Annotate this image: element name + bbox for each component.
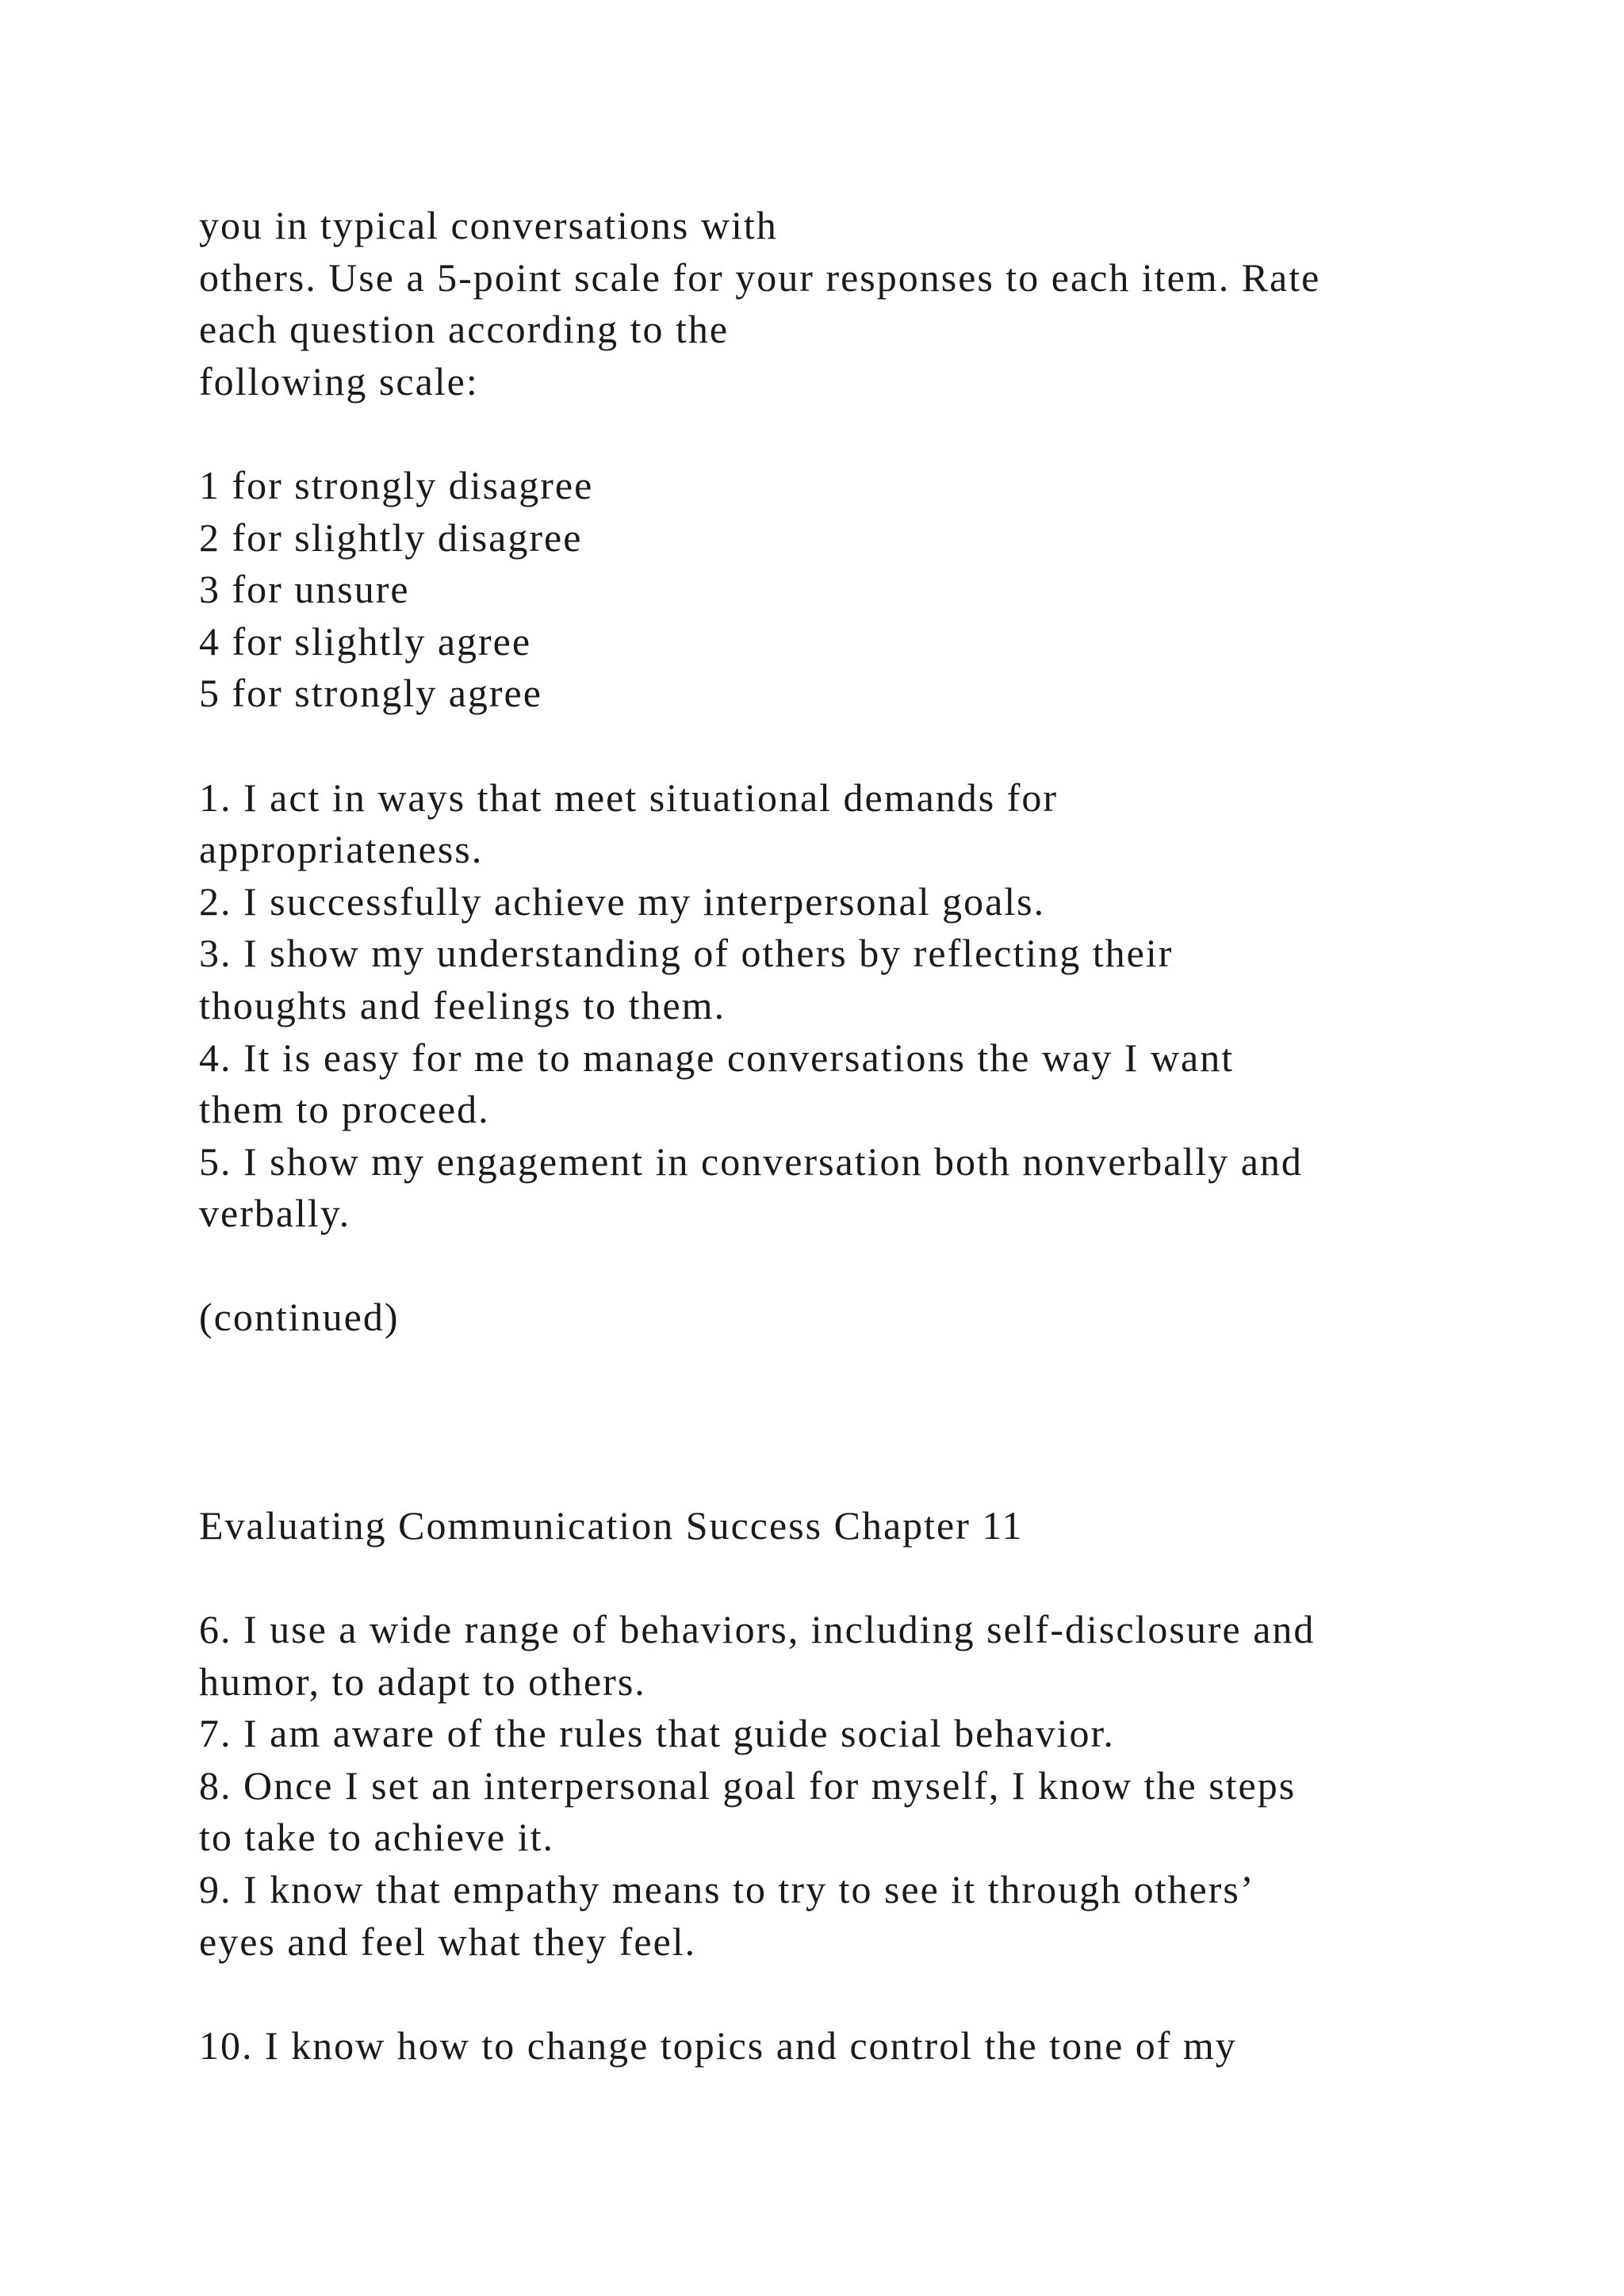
scale-item: 3 for unsure	[199, 567, 410, 612]
intro-line: each question according to the	[199, 307, 730, 352]
page-break-gap	[199, 1396, 1468, 1500]
scale-item: 2 for slightly disagree	[199, 515, 583, 560]
question-line: 10. I know how to change topics and control the tone of my	[199, 2022, 1237, 2068]
scale-item: 5 for strongly agree	[199, 671, 542, 716]
question-line: 7. I am aware of the rules that guide social behavior.	[199, 1711, 1115, 1756]
question-line: 8. Once I set an interpersonal goal for myself, I know the steps	[199, 1762, 1297, 1808]
paragraph-gap	[199, 408, 1468, 460]
paragraph-gap	[199, 1240, 1468, 1292]
question-line: 1. I act in ways that meet situational demands for	[199, 775, 1059, 820]
question-line: appropriateness.	[199, 827, 484, 872]
question-line: verbally.	[199, 1191, 351, 1236]
question-line: humor, to adapt to others.	[199, 1659, 646, 1704]
paragraph-gap	[199, 1552, 1468, 1604]
question-line: eyes and feel what they feel.	[199, 1919, 697, 1964]
paragraph-gap	[199, 720, 1468, 772]
question-line: them to proceed.	[199, 1087, 490, 1132]
question-line: 9. I know that empathy means to try to see it through others’	[199, 1867, 1255, 1911]
question-line: 4. It is easy for me to manage conversations the way I want	[199, 1035, 1235, 1080]
question-line: 2. I successfully achieve my interpersonal goals.	[199, 878, 1046, 924]
paragraph-gap	[199, 1344, 1468, 1396]
question-line: 3. I show my understanding of others by reflecting their	[199, 931, 1174, 976]
scale-item: 1 for strongly disagree	[199, 462, 594, 507]
intro-line: following scale:	[199, 358, 479, 404]
question-line: 5. I show my engagement in conversation both nonverbally and	[199, 1138, 1303, 1184]
scale-item: 4 for slightly agree	[199, 618, 532, 664]
intro-line: others. Use a 5-point scale for your responses to each item. Rate	[199, 254, 1321, 300]
question-line: 6. I use a wide range of behaviors, including self-disclosure and	[199, 1607, 1316, 1652]
continued-note: (continued)	[199, 1295, 400, 1340]
question-line: thoughts and feelings to them.	[199, 982, 726, 1027]
document-body	[199, 200, 1468, 2072]
question-line: to take to achieve it.	[199, 1815, 555, 1860]
paragraph-gap	[199, 1968, 1468, 2020]
running-header: Evaluating Communication Success Chapter 11	[199, 1502, 1024, 1548]
intro-line: you in typical conversations with	[199, 203, 778, 247]
